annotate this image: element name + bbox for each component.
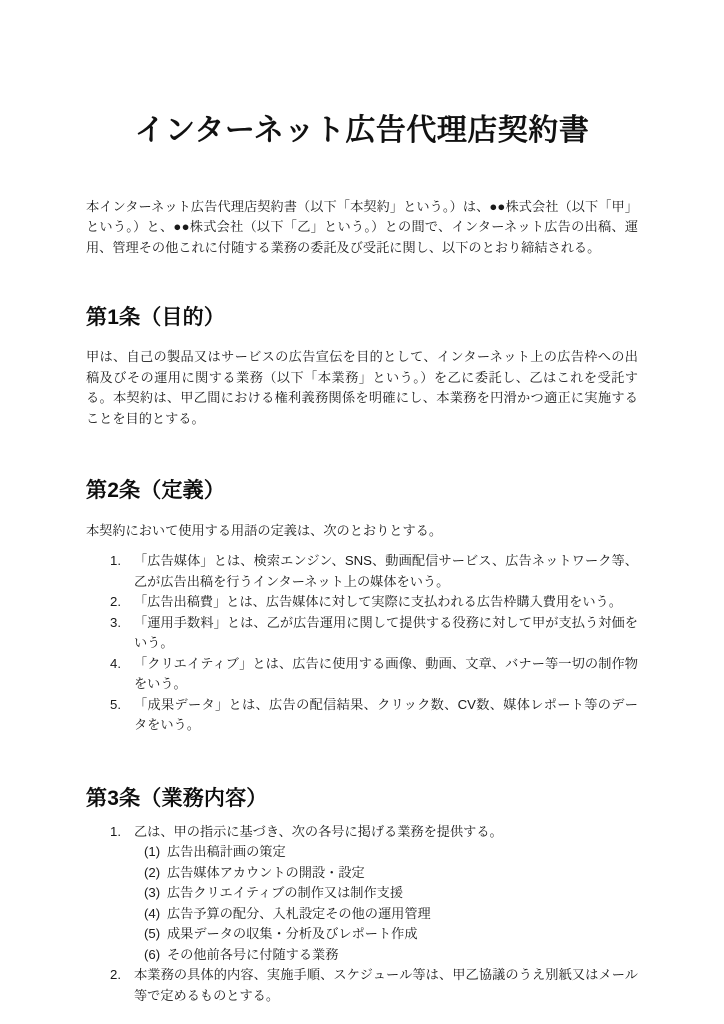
sub-list-text: 成果データの収集・分析及びレポート作成: [167, 926, 418, 942]
document-title: インターネット広告代理店契約書: [134, 114, 590, 147]
sub-list-text: 広告クリエイティブの制作又は制作支援: [167, 885, 404, 901]
sub-list-text: その他前各号に付随する業務: [167, 946, 339, 962]
article-2-definition-list: [86, 541, 638, 736]
intro-paragraph: 本インターネット広告代理店契約書（以下「本契約」という。）は、●●株式会社（以下「甲」という。）と、●●株式会社（以下「乙」という。）との間で、インターネット広告の出稿、運用、管理その他これに付随する業務の委託及び受託に関し、以下のとおり締結される。: [86, 198, 638, 255]
article-3-heading: 第3条（業務内容）: [86, 786, 268, 810]
sub-list-text: 広告媒体アカウントの開設・設定: [167, 864, 365, 880]
sub-list-item: [144, 863, 638, 884]
sub-list-marker: (1): [144, 844, 161, 860]
article-3-scope-list: [86, 812, 638, 1007]
sub-list-marker: (3): [144, 885, 161, 901]
list-item: 「運用手数料」とは、乙が広告運用に関して提供する役務に対して甲が支払う対価をいう。: [134, 614, 638, 651]
sub-list-item: [144, 904, 638, 925]
article-1-heading: 第1条（目的）: [86, 306, 226, 329]
sub-list-item: [144, 924, 638, 945]
list-item: 「成果データ」とは、広告の配信結果、クリック数、CV数、媒体レポート等のデータをいう。: [134, 696, 638, 733]
list-item: 本業務の具体的内容、実施手順、スケジュール等は、甲乙協議のうえ別紙又はメール等で定めるものとする。: [134, 967, 638, 1003]
article-2-body: 本契約において使用する用語の定義は、次のとおりとする。: [86, 522, 443, 538]
list-item: 「広告出稿費」とは、広告媒体に対して実際に支払われる広告枠購入費用をいう。: [134, 594, 622, 610]
list-item-text: 乙は、甲の指示に基づき、次の各号に掲げる業務を提供する。: [134, 823, 503, 839]
sub-list-marker: (2): [144, 864, 161, 880]
article-2-section: [86, 429, 638, 735]
article-3-section: [86, 736, 638, 1007]
sub-list-item: [144, 945, 638, 966]
article-3-sub-list: [134, 842, 638, 965]
list-item: [86, 822, 638, 966]
sub-list-text: 広告出稿計画の策定: [167, 844, 286, 860]
article-2-heading: 第2条（定義）: [86, 479, 226, 503]
sub-list-item: [144, 883, 638, 904]
sub-list-item: [144, 842, 638, 863]
sub-list-marker: (4): [144, 905, 161, 921]
sub-list-text: 広告予算の配分、入札設定その他の運用管理: [167, 905, 431, 921]
list-item: 「クリエイティブ」とは、広告に使用する画像、動画、文章、バナー等一切の制作物をいう。: [134, 655, 638, 692]
article-1-body: 甲は、自己の製品又はサービスの広告宣伝を目的として、インターネット上の広告枠への出稿及びその運用に関する業務（以下「本業務」という。）を乙に委託し、乙はこれを受託する。本契約は、甲乙間における権利義務関係を明確にし、本業務を円滑かつ適正に実施することを目的とする。: [86, 349, 638, 426]
sub-list-marker: (5): [144, 926, 161, 942]
sub-list-marker: (6): [144, 946, 161, 962]
list-item: 「広告媒体」とは、検索エンジン、SNS、動画配信サービス、広告ネットワーク等、乙が広告出稿を行うインターネット上の媒体をいう。: [134, 553, 638, 589]
article-1-section: [86, 258, 638, 429]
